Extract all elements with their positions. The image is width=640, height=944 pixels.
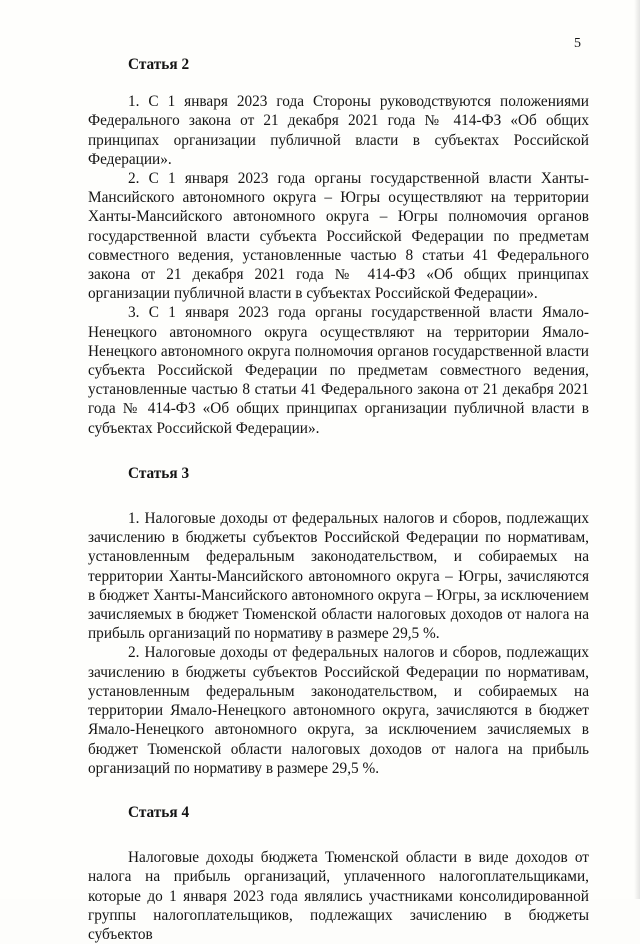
article-2-paragraph-3: 3. С 1 января 2023 года органы государственной власти Ямало-Ненецкого автономного округа осуществляют на территории Ямало-Ненецкого автономного округа полномочия органов государственной власти субъекта Российской Федерации по предметам совместного ведения, установленные частью 8 статьи 41 Федерального закона от 21 декабря 2021 года № 414-ФЗ «Об общих принципах организации публичной власти в субъектах Российской Федерации». xyxy=(88,304,589,437)
article-2-paragraph-1: 1. С 1 января 2023 года Стороны руководствуются положениями Федерального закона от 21 декабря 2021 года № 414-ФЗ «Об общих принципах организации публичной власти в субъектах Российской Федерации». xyxy=(88,93,589,168)
article-4-heading: Статья 4 xyxy=(128,803,190,821)
article-3-heading: Статья 3 xyxy=(128,464,190,482)
article-3-paragraph-2: 2. Налоговые доходы от федеральных налогов и сборов, подлежащих зачислению в бюджеты субъектов Российской Федерации по нормативам, установленным федеральным законодательством, и собираемых на территории Ямало-Ненецкого автономного округа, зачисляются в бюджет Ямало-Ненецкого автономного округа, за исключением зачисляемых в бюджет Тюменской области налоговых доходов от налога на прибыль организаций по нормативу в размере 29,5 %. xyxy=(88,644,589,777)
article-2-paragraph-2: 2. С 1 января 2023 года органы государственной власти Ханты-Мансийского автономного округа – Югры осуществляют на территории Ханты-Мансийского автономного округа – Югры полномочия органов государственной власти субъекта Российской Федерации по предметам совместного ведения, установленные частью 8 статьи 41 Федерального закона от 21 декабря 2021 года № 414-ФЗ «Об общих принципах организации публичной власти в субъектах Российской Федерации». xyxy=(88,170,589,303)
page-edge-shadow xyxy=(634,0,640,899)
document-body xyxy=(88,55,589,944)
article-2-heading: Статья 2 xyxy=(128,56,190,73)
page-number: 5 xyxy=(574,36,581,51)
article-3-paragraph-1: 1. Налоговые доходы от федеральных налогов и сборов, подлежащих зачислению в бюджеты субъектов Российской Федерации по нормативам, установленным федеральным законодательством, и собираемых на территории Ханты-Мансийского автономного округа – Югры, зачисляются в бюджет Ханты-Мансийского автономного округа – Югры, за исключением зачисляемых в бюджет Тюменской области налоговых доходов от налога на прибыль организаций по нормативу в размере 29,5 %. xyxy=(88,510,589,643)
article-4-paragraph-1: Налоговые доходы бюджета Тюменской области в виде доходов от налога на прибыль организаций, уплаченного налогоплательщиками, которые до 1 января 2023 года являлись участниками консолидированной группы налогоплательщиков, подлежащих зачислению в бюджеты субъектов xyxy=(88,849,589,943)
